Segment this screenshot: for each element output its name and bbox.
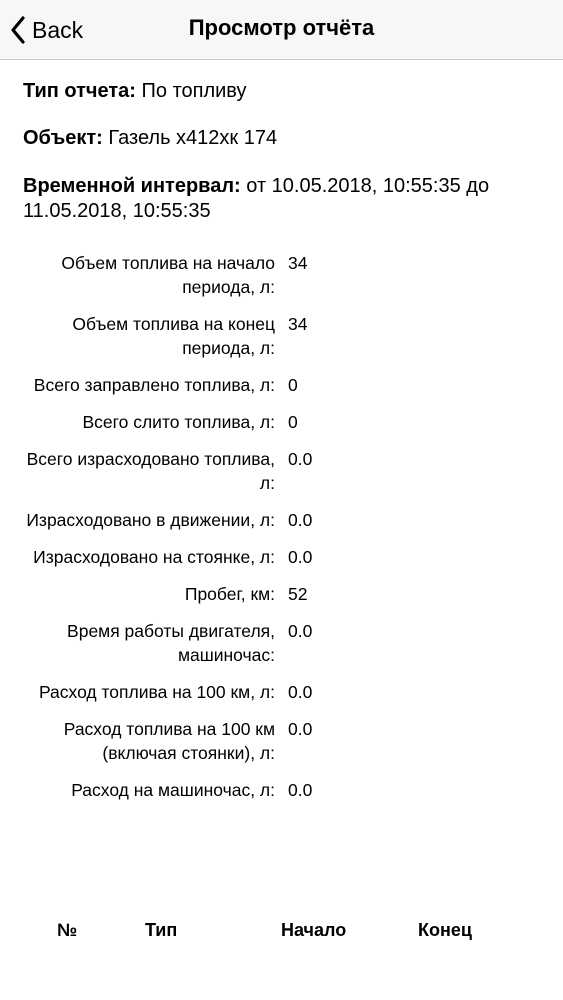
column-header-start: Начало xyxy=(281,920,347,940)
summary-value: 0 xyxy=(288,412,298,432)
column-header-type: Тип xyxy=(145,920,178,940)
summary-label: Время работы двигателя, машиночас: xyxy=(67,621,275,665)
summary-label: Объем топлива на конец периода, л: xyxy=(72,314,275,358)
column-header-end: Конец xyxy=(418,920,472,940)
summary-value: 0.0 xyxy=(288,719,313,739)
report-object-label: Объект: xyxy=(23,127,103,149)
summary-value: 0.0 xyxy=(288,621,313,641)
summary-value: 52 xyxy=(288,584,308,604)
report-interval-value: от 10.05.2018, 10:55:35 до 11.05.2018, 10:55:35 xyxy=(23,175,490,222)
report-interval-label: Временной интервал: xyxy=(23,175,241,197)
summary-value: 0 xyxy=(288,375,298,395)
report-summary xyxy=(0,251,563,815)
summary-label: Всего заправлено топлива, л: xyxy=(33,375,275,395)
summary-label: Объем топлива на начало периода, л: xyxy=(61,253,275,297)
report-interval xyxy=(23,174,543,224)
summary-row xyxy=(0,545,563,569)
report-object-value: Газель х412хк 174 xyxy=(108,127,278,149)
summary-label: Расход топлива на 100 км (включая стоянки), л: xyxy=(63,719,275,763)
summary-row xyxy=(0,717,563,765)
summary-label: Пробег, км: xyxy=(184,584,275,604)
summary-row xyxy=(0,373,563,397)
summary-row xyxy=(0,508,563,532)
report-type-value: По топливу xyxy=(141,80,247,102)
summary-row xyxy=(0,447,563,495)
summary-row xyxy=(0,251,563,299)
events-table-header xyxy=(0,920,563,946)
summary-label: Израсходовано на стоянке, л: xyxy=(33,547,275,567)
summary-label: Всего слито топлива, л: xyxy=(82,412,275,432)
summary-value: 0.0 xyxy=(288,510,313,530)
summary-label: Расход на машиночас, л: xyxy=(71,780,275,800)
summary-row xyxy=(0,312,563,360)
summary-value: 34 xyxy=(288,253,308,273)
report-type-label: Тип отчета: xyxy=(23,80,136,102)
report-type xyxy=(23,79,543,104)
summary-label: Израсходовано в движении, л: xyxy=(26,510,275,530)
summary-row xyxy=(0,680,563,704)
back-label[interactable]: Back xyxy=(32,16,84,43)
summary-value: 0.0 xyxy=(288,449,313,469)
page-title: Просмотр отчёта xyxy=(188,15,375,40)
summary-row xyxy=(0,619,563,667)
summary-value: 34 xyxy=(288,314,308,334)
report-object xyxy=(23,126,543,151)
summary-label: Всего израсходовано топлива, л: xyxy=(26,449,275,493)
summary-value: 0.0 xyxy=(288,682,313,702)
summary-label: Расход топлива на 100 км, л: xyxy=(38,682,275,702)
summary-row xyxy=(0,582,563,606)
column-header-number: № xyxy=(57,920,78,940)
summary-row xyxy=(0,778,563,802)
summary-value: 0.0 xyxy=(288,547,313,567)
summary-value: 0.0 xyxy=(288,780,313,800)
navigation-bar xyxy=(0,0,563,60)
summary-row xyxy=(0,410,563,434)
